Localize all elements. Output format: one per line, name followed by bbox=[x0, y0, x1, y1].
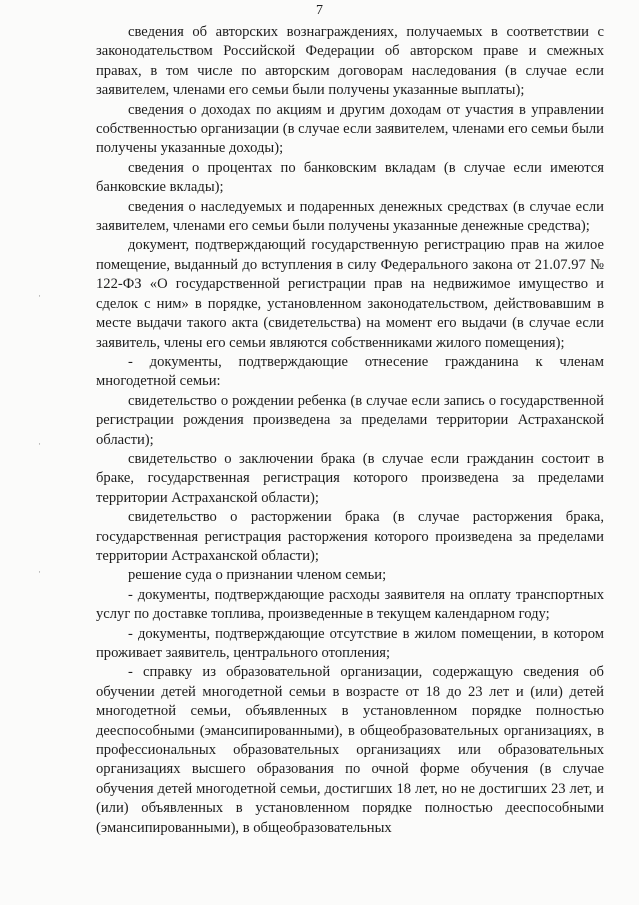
scan-speck: · bbox=[38, 567, 41, 577]
document-body bbox=[96, 23, 604, 838]
paragraph-large-family-docs: - документы, подтверждающие отнесение гражданина к членам многодетной семьи: bbox=[96, 353, 604, 390]
paragraph-divorce-certificate: свидетельство о расторжении брака (в случае расторжения брака, государственная регистрация расторжения которого произведена за пределами территории Астраханской области); bbox=[96, 509, 604, 564]
paragraph-fuel-delivery: - документы, подтверждающие расходы заявителя на оплату транспортных услуг по доставке топлива, произведенные в текущем календарном году; bbox=[96, 586, 604, 623]
scan-speck: · bbox=[38, 439, 41, 449]
paragraph-marriage-certificate: свидетельство о заключении брака (в случае если гражданин состоит в браке, государственная регистрация которого произведена за пределами территории Астраханской области); bbox=[96, 450, 604, 506]
paragraph-inherited-funds: сведения о наследуемых и подаренных денежных средствах (в случае если заявителем, членами его семьи были получены указанные денежные средства); bbox=[96, 198, 604, 235]
paragraph-birth-certificate: свидетельство о рождении ребенка (в случае если запись о государственной регистрации рождения произведена за пределами территории Астраханской области); bbox=[96, 392, 604, 448]
paragraph-court-decision: решение суда о признании членом семьи; bbox=[128, 567, 387, 584]
paragraph-property-registration: документ, подтверждающий государственную регистрацию прав на жилое помещение, выданный до вступления в силу Федерального закона от 21.07.97 № 122-ФЗ «О государственной регистрации прав на недвижимое имущество и сделок с ним» в порядке, установленном законодательством, действовавшим в месте выдачи такого акта (свидетельства) на момент его выдачи (в случае если заявитель, члены его семьи являются собственниками жилого помещения); bbox=[96, 237, 604, 351]
page-number: 7 bbox=[316, 3, 323, 18]
paragraph-share-income: сведения о доходах по акциям и другим доходам от участия в управлении собственностью организации (в случае если заявителем, членами его семьи были получены указанные доходы); bbox=[96, 101, 604, 157]
paragraph-education-certificate: - справку из образовательной организации, содержащую сведения об обучении детей многодетной семьи в возрасте от 18 до 23 лет и (или) детей многодетной семьи, объявленных в установленном порядке полностью дееспособными (эмансипированными), в общеобразовательных организациях, в профессиональных образовательных организациях или образовательных организациях высшего образования по очной форме обучения (в случае обучения детей многодетной семьи, достигших 18 лет, но не достигших 23 лет, и (или) объявленных в установленном порядке полностью дееспособными (эмансипированными), в общеобразовательных bbox=[96, 664, 604, 836]
paragraph-author-royalties: сведения об авторских вознаграждениях, получаемых в соответствии с законодательством Российской Федерации об авторском праве и смежных правах, в том числе по авторским договорам наследования (в случае если заявителем, членами его семьи были получены указанные выплаты); bbox=[96, 24, 604, 99]
paragraph-no-central-heating: - документы, подтверждающие отсутствие в жилом помещении, в котором проживает заявитель, центрального отопления; bbox=[96, 625, 604, 661]
paragraph-bank-interest: сведения о процентах по банковским вкладам (в случае если имеются банковские вклады); bbox=[96, 159, 604, 196]
scan-speck: · bbox=[38, 291, 41, 301]
